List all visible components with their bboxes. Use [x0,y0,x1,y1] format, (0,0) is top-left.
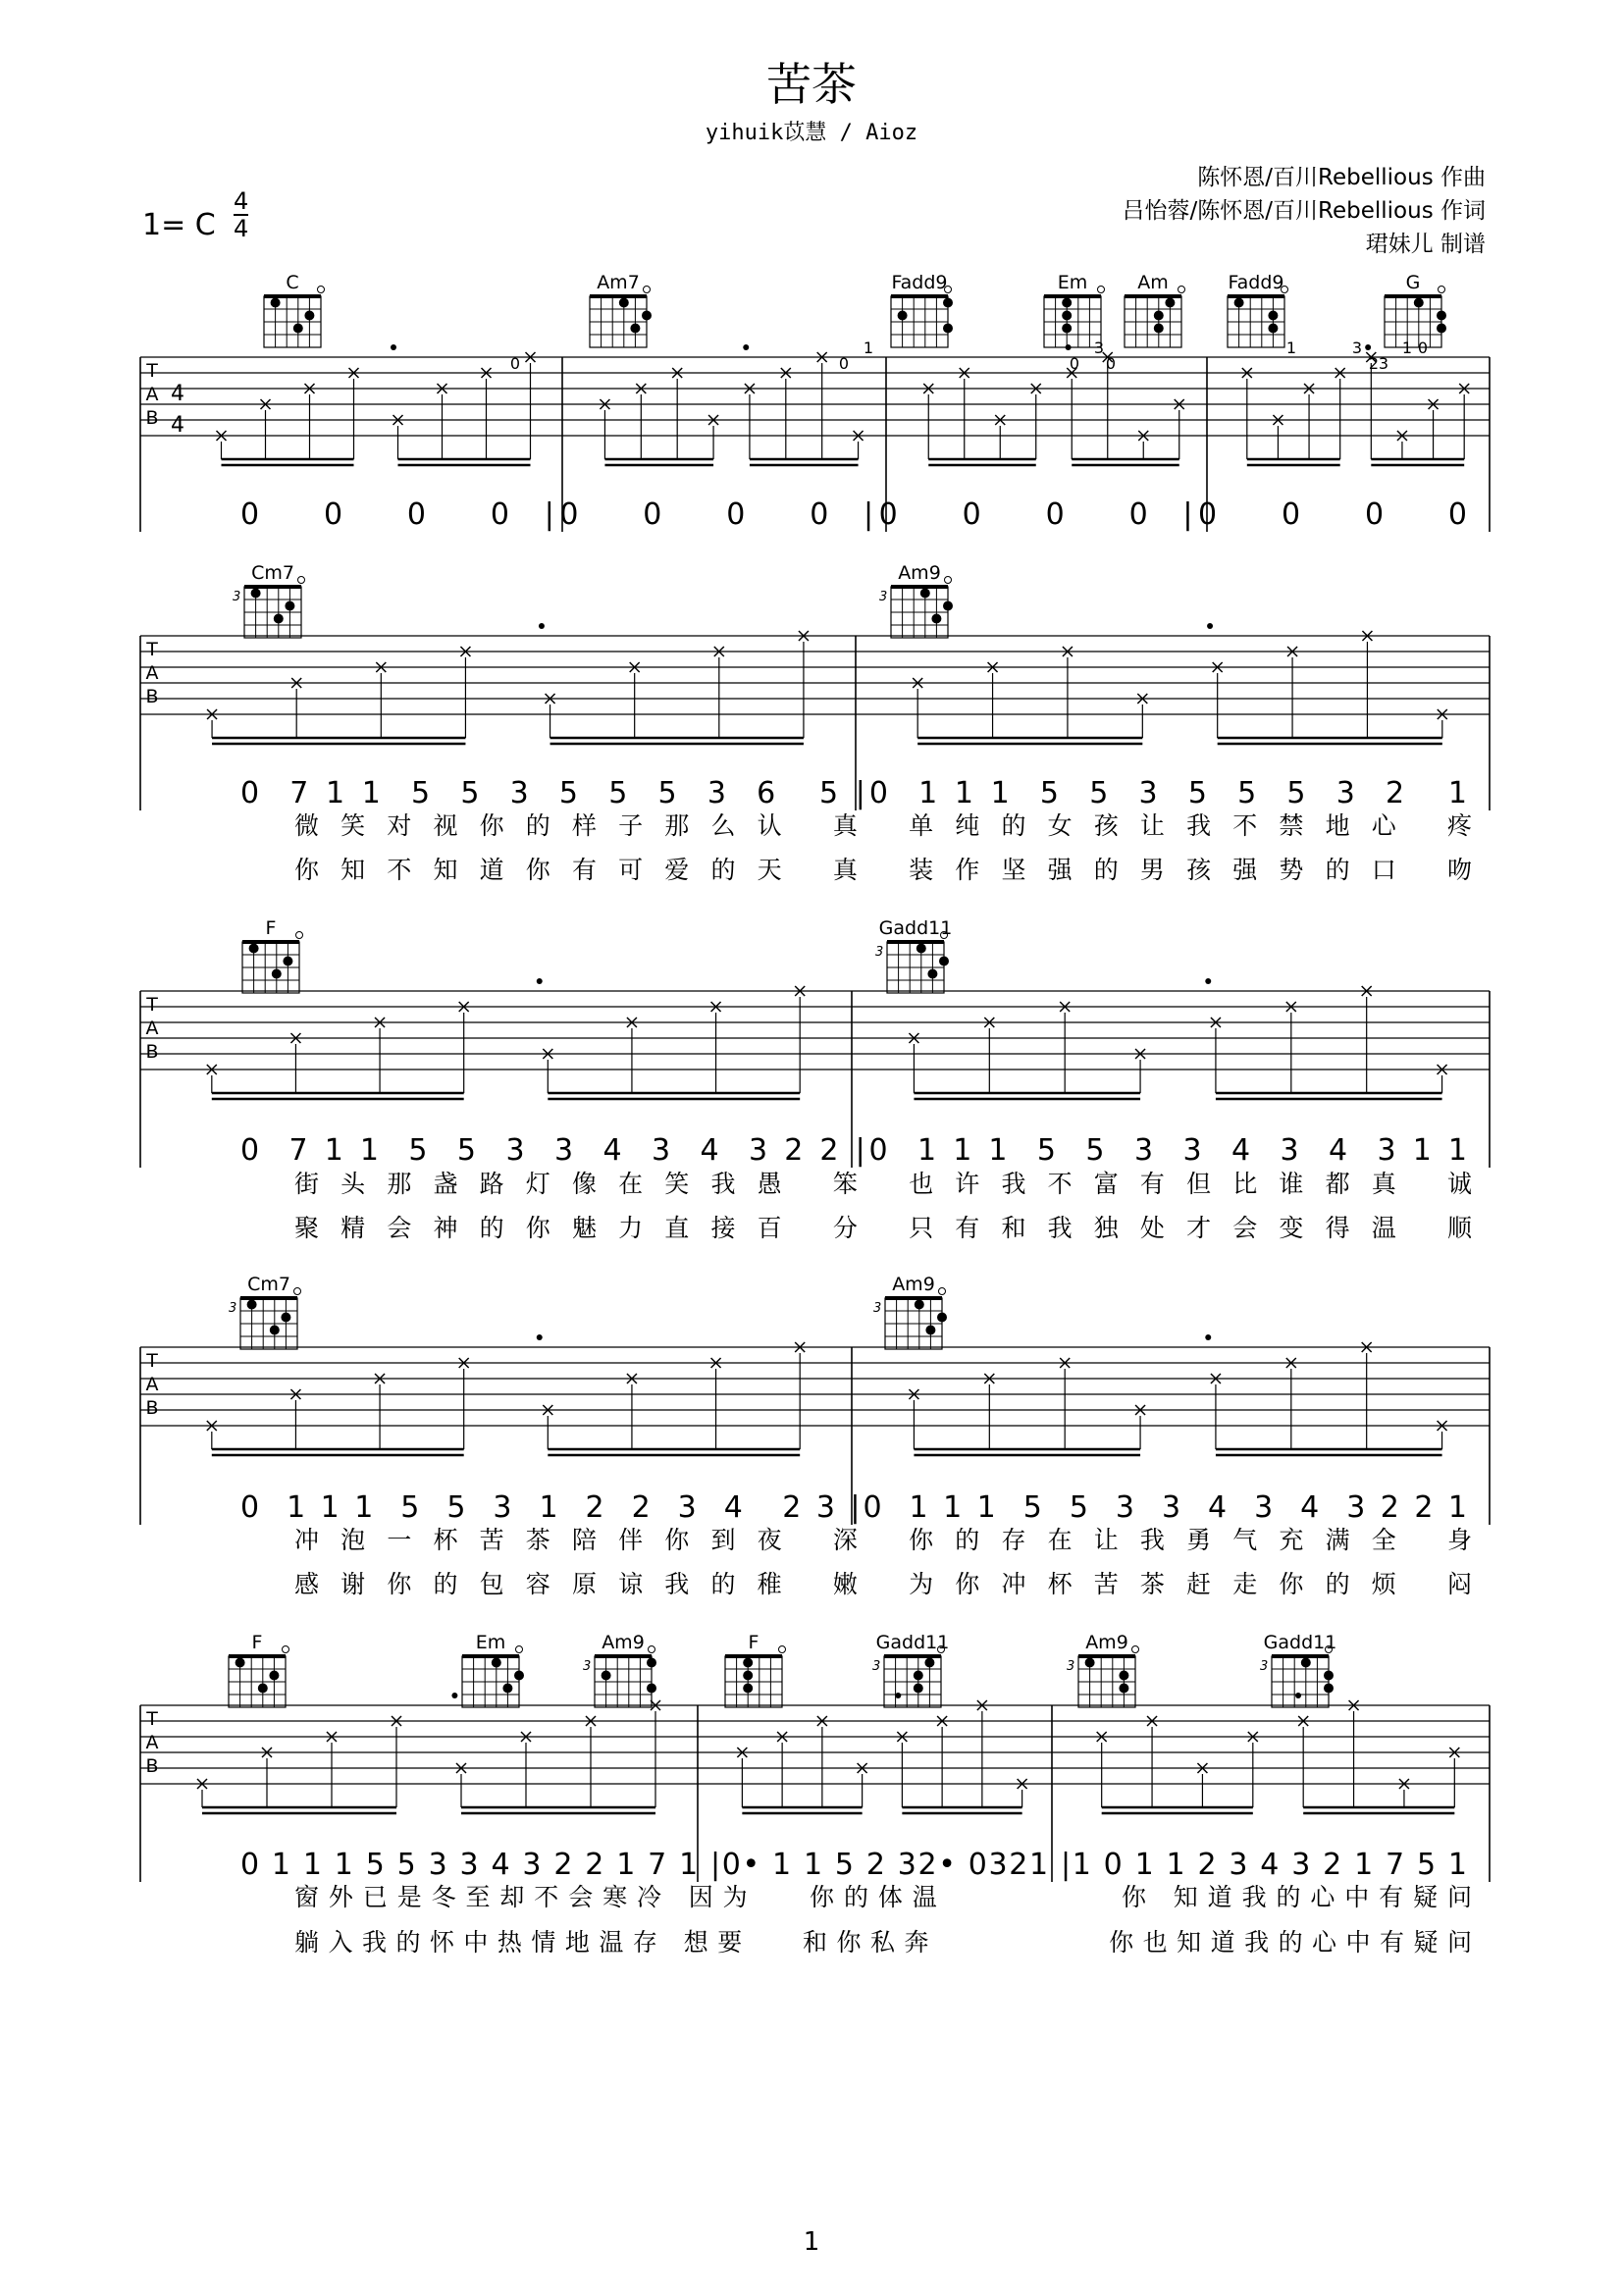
chord-open-string [945,577,952,584]
tab-clef-letter-b: B [145,686,159,707]
tab-note-mark [817,1716,827,1807]
tab-note-mark [708,415,718,459]
tab-clef-letter-t: T [146,639,158,660]
chord-open-string [1132,1646,1139,1653]
tab-note-mark [795,986,805,1093]
rhythm-dot [1066,344,1072,350]
tab-note-mark [630,662,640,738]
rhythm-dot [743,344,749,350]
chord-finger-dot [1324,1684,1334,1694]
credit-music: 陈怀恩/百川Rebellious 作曲 [1197,165,1486,190]
page-number: 1 [803,2227,820,2257]
chord-fret-number: 3 [879,590,888,604]
tab-note-mark [1362,631,1372,738]
lyrics-verse-1: 街头那盏路灯像在笑我愚 笨 也许我不富有但比谁都真 诚 [294,1170,1472,1198]
tab-note-mark [376,662,386,738]
numbered-notation-line: 0 7 1 1 5 5 3 5 5 5 3 6 5 |0 1 1 1 5 5 3 5 5 5 3 2 1 [240,776,1467,810]
tab-note-mark [1147,1716,1157,1807]
tab-note-mark [290,1033,300,1093]
tab-note-mark [1362,986,1372,1093]
chord-diagram-cm7 [233,562,305,638]
tab-note-mark [988,662,998,738]
tab-note-mark [897,1732,907,1807]
tab-note-mark [1135,1049,1145,1093]
tab-note-mark [290,1389,300,1449]
tab-note-mark [1287,647,1297,738]
chord-diagram-g [1385,272,1446,347]
tab-note-mark [1060,1002,1070,1093]
chord-name: G [1405,272,1421,293]
tab-note-mark [438,384,447,459]
tab-note-mark [375,1374,385,1449]
lyrics-verse-2: 躺入我的怀中热情地温存 想要 和你私奔 你也知道我的心中有疑问 [294,1928,1472,1957]
tab-note-mark [909,1033,918,1093]
chord-name: Cm7 [247,1274,290,1295]
chord-finger-dot [236,1658,245,1668]
chord-diagram-am9 [1067,1632,1139,1707]
tab-note-mark [711,1358,721,1449]
tab-note-mark [711,1002,721,1093]
chord-fret-number: 3 [1067,1659,1075,1674]
tab-note-mark [984,1018,994,1093]
tab-clef-letter-t: T [146,1350,158,1372]
chord-diagram-f [242,917,303,993]
tab-fret-number: 1 [863,339,874,357]
lyrics-verse-1: 微笑对视你的样子那么认 真 单纯的女孩让我不禁地心 疼 [294,811,1472,840]
chord-finger-dot [743,1671,753,1681]
tab-fret-number: 2 [1368,354,1380,373]
tab-note-mark [1197,1763,1207,1807]
tab-clef-letter-a: A [145,1732,159,1753]
chord-open-string [318,287,325,293]
tab-note-mark [745,384,755,459]
chord-finger-dot [293,324,303,334]
tab-note-mark [799,631,809,738]
chord-finger-dot [492,1658,501,1668]
rhythm-dot [537,978,543,984]
chord-open-string [779,1646,786,1653]
tab-fret-number: 0 [1105,354,1117,373]
chord-finger-dot [1062,298,1072,308]
chord-diagram-c [264,272,325,347]
tab-time-bottom: 4 [171,413,184,438]
tab-note-mark [393,415,403,459]
chord-name: C [286,272,299,293]
tab-note-mark [977,1700,987,1807]
tab-note-mark [1175,399,1184,459]
chord-diagram-cm7 [229,1274,301,1349]
chord-finger-dot [269,1671,279,1681]
tab-note-mark [672,368,682,459]
tab-note-mark [781,368,791,459]
chord-diagram-fadd9 [1228,272,1288,347]
chord-finger-dot [914,1684,923,1694]
tab-fret-number: 0 [1417,339,1429,357]
tab-note-mark [543,1049,552,1093]
rhythm-dot [391,344,396,350]
chord-diagram-am7 [590,272,652,347]
tab-note-mark [1298,1716,1308,1807]
chord-diagram-gadd11 [875,917,952,993]
chord-finger-dot [1437,311,1446,321]
tab-clef-letter-a: A [145,1374,159,1395]
tab-note-mark [1213,662,1223,738]
chord-diagram-em [462,1632,524,1707]
tab-note-mark [984,1374,994,1449]
chord-diagram-am9 [873,1274,947,1349]
tab-note-mark [291,678,301,738]
chord-finger-dot [285,601,294,611]
chord-fret-number: 3 [875,945,884,960]
tab-note-mark [913,678,922,738]
chord-fret-number: 3 [1260,1659,1269,1674]
chord-finger-dot [914,1671,923,1681]
chord-finger-dot [630,324,640,334]
chord-finger-dot [937,1313,947,1323]
tab-fret-number: 3 [1378,354,1389,373]
chord-name: F [265,917,277,939]
chord-open-string [1178,287,1185,293]
chord-finger-dot [1234,298,1244,308]
chord-diagram-am [1125,272,1185,347]
chord-open-string [939,1288,946,1295]
tab-clef-letter-a: A [145,384,159,405]
chord-open-string [516,1646,523,1653]
chord-open-string [649,1646,655,1653]
numbered-notation-line: 0 1 1 1 5 5 3 1 2 2 3 4 2 3 |0 1 1 1 5 5 3 3 4 3 4 3 2 2 1 [240,1490,1467,1525]
tab-clef-letter-b: B [145,1041,159,1063]
chord-finger-dot [270,1326,280,1335]
tab-note-mark [459,1358,469,1449]
tab-note-mark [349,368,359,459]
chord-name: F [748,1632,759,1653]
tab-note-mark [1286,1002,1296,1093]
chord-name: Gadd11 [1263,1632,1337,1653]
tab-note-mark [456,1763,466,1807]
tab-note-mark [1286,1358,1296,1449]
tab-note-mark [543,1405,552,1449]
chord-finger-dot [271,298,281,308]
chord-name: Em [1057,272,1088,293]
chord-finger-dot [924,1658,934,1668]
tab-note-mark [392,1716,401,1807]
tab-fret-number: 1 [1285,339,1297,357]
tab-note-mark [459,1002,469,1093]
chord-diagram-fadd9 [891,272,953,347]
tab-note-mark [777,1732,787,1807]
credit-tab: 珺妹儿 制谱 [1365,232,1486,257]
chord-fret-number: 3 [229,1301,237,1316]
chord-finger-dot [931,614,941,624]
chord-finger-dot [1165,298,1175,308]
chord-finger-dot [927,969,937,979]
chord-finger-dot [1154,324,1164,334]
chord-diagram-am9 [879,562,953,638]
chord-finger-dot [272,969,282,979]
tab-clef-letter-b: B [145,407,159,429]
chord-finger-dot [1085,1658,1095,1668]
chord-finger-dot [1268,324,1278,334]
tab-fret-number: 1 [1401,339,1413,357]
lyrics-verse-1: 冲泡一杯苦茶陪伴你到夜 深 你的存在让我勇气充满全 身 [294,1526,1472,1554]
chord-diagram-f [725,1632,786,1707]
tab-note-mark [1335,368,1345,459]
chord-finger-dot [647,1658,656,1668]
chord-finger-dot [925,1326,935,1335]
chord-finger-dot [1268,311,1278,321]
chord-finger-dot [258,1684,268,1694]
chord-finger-dot [274,614,284,624]
tab-note-mark [1135,1405,1145,1449]
tab-note-mark [795,1342,805,1449]
tab-note-mark [327,1732,337,1807]
tab-note-mark [1211,1018,1221,1093]
chord-finger-dot [743,1658,753,1668]
tab-note-mark [858,1763,867,1807]
tab-note-mark [737,1748,747,1807]
tab-note-mark [1459,384,1469,459]
lyrics-verse-2: 聚精会神的你魅力直接百 分 只有和我独处才会变得温 顺 [294,1214,1472,1242]
tab-fret-number: 0 [509,354,521,373]
chord-name: Gadd11 [878,917,953,939]
lyrics-verse-1: 窗外已是冬至却不会寒冷 因为 你的体温 你 知道我的心中有疑问 [294,1883,1473,1911]
chord-finger-dot [1154,311,1164,321]
chord-finger-dot [251,589,261,599]
tab-note-mark [995,415,1005,459]
chord-finger-dot [1119,1671,1128,1681]
chord-finger-dot [898,311,908,321]
time-signature-top: 4 [234,187,249,215]
tab-note-mark [482,368,492,459]
tab-fret-number: 0 [1069,354,1080,373]
chord-name: Am9 [892,1274,935,1295]
tab-note-mark [937,1716,947,1807]
tab-note-mark [714,647,724,738]
tab-note-mark [627,1018,637,1093]
tab-note-mark [636,384,646,459]
chord-finger-dot [920,589,930,599]
chord-diagram-am9 [583,1632,656,1707]
chord-finger-dot [304,311,314,321]
chord-finger-dot [283,957,292,966]
chord-finger-dot [514,1671,524,1681]
chord-open-string [283,1646,289,1653]
tab-note-mark [1063,647,1073,738]
tab-fret-number: 0 [838,354,850,373]
chord-open-string [1098,287,1105,293]
chord-finger-dot [915,1300,924,1310]
chord-diagram-em [1044,272,1105,347]
tab-note-mark [651,1700,660,1807]
tab-note-mark [960,368,969,459]
chord-name: Am7 [597,272,640,293]
tab-note-mark [1304,384,1314,459]
chord-finger-dot [647,1684,656,1694]
chord-fret-number: 3 [583,1659,592,1674]
chord-finger-dot [943,601,953,611]
chord-open-string [294,1288,301,1295]
tab-note-mark [1242,368,1252,459]
tab-clef-letter-t: T [146,360,158,382]
chord-name: Fadd9 [1228,272,1284,293]
tab-note-mark [817,352,827,459]
tab-note-mark [526,352,536,459]
numbered-notation-line: 0 0 0 0 |0 0 0 0 |0 0 0 0 |0 0 0 0 [240,497,1468,532]
chord-finger-dot [602,1671,611,1681]
chord-open-string [644,287,651,293]
lyrics-verse-2: 感谢你的包容原谅我的稚 嫩 为你冲杯苦茶赶走你的烦 闷 [294,1570,1472,1598]
tab-note-mark [627,1374,637,1449]
tab-note-mark [1449,1748,1459,1807]
numbered-notation-line: 0 7 1 1 5 5 3 3 4 3 4 3 2 2 |0 1 1 1 5 5 3 3 4 3 4 3 1 1 [240,1133,1467,1168]
chord-finger-dot [247,1300,257,1310]
tab-note-mark [586,1716,596,1807]
tab-clef-letter-b: B [145,1755,159,1777]
tab-note-mark [1349,1700,1359,1807]
chord-name: Em [475,1632,506,1653]
chord-open-string [298,577,305,584]
tab-note-mark [1031,384,1041,459]
rhythm-dot [537,1334,543,1340]
chord-finger-dot [939,957,949,966]
tab-note-mark [460,647,470,738]
chord-name: Fadd9 [891,272,948,293]
chord-finger-dot [642,311,652,321]
lyrics-verse-2: 你知不知道你有可爱的天 真 装作坚强的男孩强势的口 吻 [294,856,1472,884]
chord-finger-dot [249,944,259,954]
tab-note-mark [1067,368,1076,459]
tab-note-mark [262,1748,272,1807]
chord-finger-dot [943,324,953,334]
chord-finger-dot [1414,298,1424,308]
key-signature: 1= C [142,208,216,242]
chord-fret-number: 3 [872,1659,881,1674]
chord-finger-dot [1119,1684,1128,1694]
tab-note-mark [1060,1358,1070,1449]
tab-note-mark [1248,1732,1258,1807]
tab-clef-letter-t: T [146,1708,158,1730]
chord-fret-number: 3 [873,1301,882,1316]
rhythm-dot [1205,1334,1211,1340]
rhythm-dot [895,1693,901,1698]
tab-note-mark [1137,694,1147,738]
chord-open-string [1439,287,1445,293]
chord-name: F [251,1632,263,1653]
tab-note-mark [600,399,609,459]
chord-fret-number: 3 [233,590,241,604]
tab-note-mark [521,1732,531,1807]
rhythm-dot [1365,344,1371,350]
rhythm-dot [1295,1693,1301,1698]
tab-clef-letter-t: T [146,994,158,1016]
chord-name: Am [1137,272,1169,293]
time-signature-bottom: 4 [234,215,249,242]
chord-open-string [296,932,303,939]
tab-clef-letter-b: B [145,1397,159,1419]
chord-finger-dot [502,1684,512,1694]
tab-note-mark [1211,1374,1221,1449]
rhythm-dot [539,623,545,629]
song-title: 苦茶 [766,58,857,111]
tab-note-mark [1362,1342,1372,1449]
chord-finger-dot [743,1684,753,1694]
tab-clef-letter-a: A [145,1018,159,1039]
chord-finger-dot [619,298,629,308]
chord-name: Cm7 [251,562,294,584]
chord-diagram-gadd11 [872,1632,949,1707]
tab-note-mark [1273,415,1283,459]
song-subtitle: yihuik苡慧 / Aioz [705,121,918,145]
tab-time-top: 4 [171,382,184,406]
rhythm-dot [451,1693,457,1698]
chord-name: Am9 [1085,1632,1128,1653]
tab-note-mark [909,1389,918,1449]
tab-note-mark [546,694,555,738]
chord-finger-dot [1324,1671,1334,1681]
tab-note-mark [1097,1732,1107,1807]
tab-clef-letter-a: A [145,662,159,684]
chord-name: Am9 [898,562,941,584]
chord-name: Am9 [602,1632,645,1653]
numbered-notation-line: 0 1 1 1 5 5 3 3 4 3 2 2 1 7 1 |0• 1 1 5 2 32• 0321 |1 0 1 1 2 3 4 3 2 1 7 5 1 [240,1848,1468,1882]
tab-note-mark [1429,399,1439,459]
chord-finger-dot [1437,324,1446,334]
chord-finger-dot [943,298,953,308]
rhythm-dot [1205,978,1211,984]
chord-finger-dot [281,1313,290,1323]
tab-fret-number: 3 [1093,339,1105,357]
rhythm-dot [1207,623,1213,629]
chord-finger-dot [1301,1658,1311,1668]
tab-note-mark [923,384,933,459]
tab-note-mark [375,1018,385,1093]
tab-note-mark [305,384,315,459]
tab-note-mark [261,399,271,459]
chord-diagram-f [229,1632,289,1707]
chord-finger-dot [916,944,926,954]
chord-finger-dot [1062,324,1072,334]
tab-fret-number: 3 [1351,339,1363,357]
chord-name: Gadd11 [875,1632,950,1653]
chord-finger-dot [1062,311,1072,321]
credit-lyrics: 吕怡蓉/陈怀恩/百川Rebellious 作词 [1122,198,1486,224]
